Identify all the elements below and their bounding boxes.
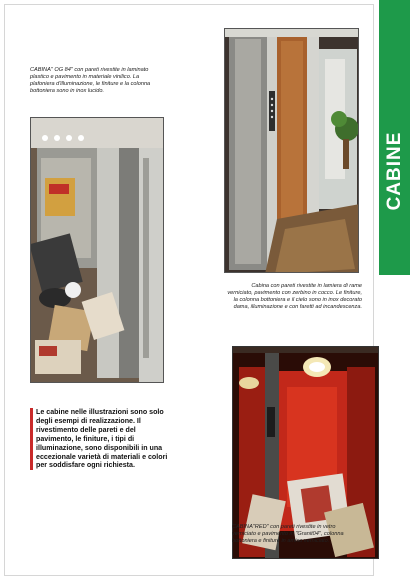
section-tab xyxy=(379,0,410,275)
caption-cabina-rame: Cabina con pareti rivestite in lamiera di rame verniciato, pavimento con zerbino in cocco. Le finiture, la colonna bottoniera e il cielo sono in inox decorato dama, illuminazione e con faretti ad incandescenza. xyxy=(227,283,362,310)
photo-cabina-og84 xyxy=(30,117,164,383)
caption-cabina-og84: CABINA" OG 84" con pareti rivestite in laminato plastico e pavimento in materiale vinilico. La plafoniera d'illuminazione, le finiture e la colonna bottoniera sono in inox lucido. xyxy=(30,67,151,94)
caption-cabina-red: CABINA"RED" con pareti rivestite in vetro verniciato e pavimento in "Granit04", colonna bottoniera e finiture in amiso verniciato. xyxy=(232,524,344,544)
intro-text: Le cabine nelle illustrazioni sono solo degli esempi di realizzazione. Il rivestimento delle pareti e del pavimento, le finiture, i tipi di illuminazione, sono disponibili in una eccezionale varietà di materiali e colori per soddisfare ogni richiesta. xyxy=(30,408,168,470)
section-tab-label: CABINE xyxy=(383,131,405,210)
photo-cabina-rame xyxy=(224,28,359,273)
